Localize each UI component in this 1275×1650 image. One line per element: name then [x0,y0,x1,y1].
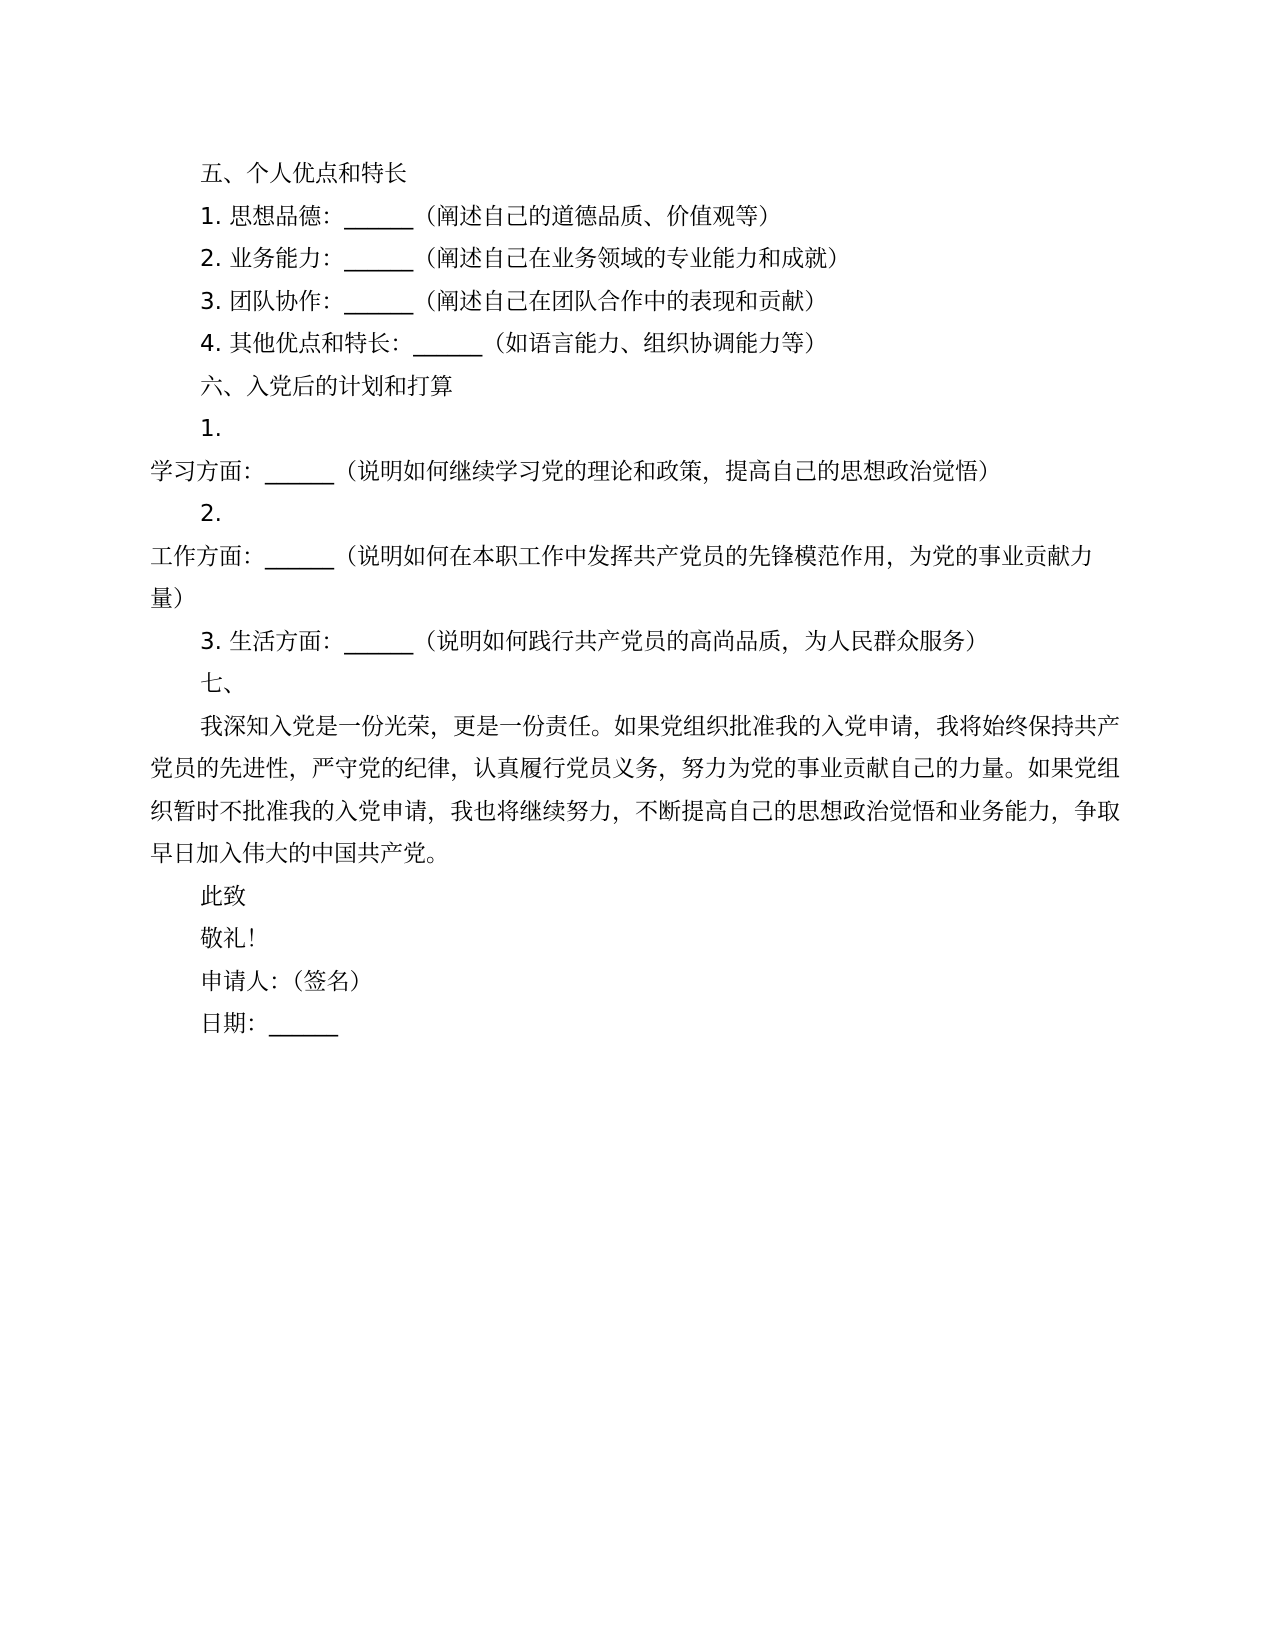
section-6-item-2-text: 工作方面：______（说明如何在本职工作中发挥共产党员的先锋模范作用，为党的事业贡献力量） [150,543,1093,612]
section-5-item-4: 4. 其他优点和特长：______（如语言能力、组织协调能力等） [200,331,828,357]
section-6-item-2-number: 2. [200,501,222,527]
section-6-item-1-number: 1. [200,416,222,442]
section-5-item-1: 1. 思想品德：______（阐述自己的道德品质、价值观等） [200,203,782,230]
section-7-heading: 七、 [200,671,246,697]
section-7-paragraph: 我深知入党是一份光荣，更是一份责任。如果党组织批准我的入党申请，我将始终保持共产党员的先进性，严守党的纪律，认真履行党员义务，努力为党的事业贡献自己的力量。如果党组织暂时不批准我的入党申请，我也将继续努力，不断提高自己的思想政治觉悟和业务能力，争取早日加入伟大的中国共产党。 [150,713,1120,867]
section-6-heading: 六、入党后的计划和打算 [200,373,453,400]
document-page [150,153,1120,1046]
closing-salutation: 此致 [200,883,246,910]
date-field: 日期：______ [200,1011,338,1037]
section-5-item-2: 2. 业务能力：______（阐述自己在业务领域的专业能力和成就） [200,246,851,272]
closing-regards: 敬礼！ [200,926,269,952]
section-6-item-1-text: 学习方面：______（说明如何继续学习党的理论和政策，提高自己的思想政治觉悟） [150,458,1001,485]
section-5-heading: 五、个人优点和特长 [200,161,407,187]
applicant-signature: 申请人：（签名） [200,968,373,995]
section-6-item-3: 3. 生活方面：______（说明如何践行共产党员的高尚品质，为人民群众服务） [200,628,989,655]
section-5-item-3: 3. 团队协作：______（阐述自己在团队合作中的表现和贡献） [200,288,828,315]
